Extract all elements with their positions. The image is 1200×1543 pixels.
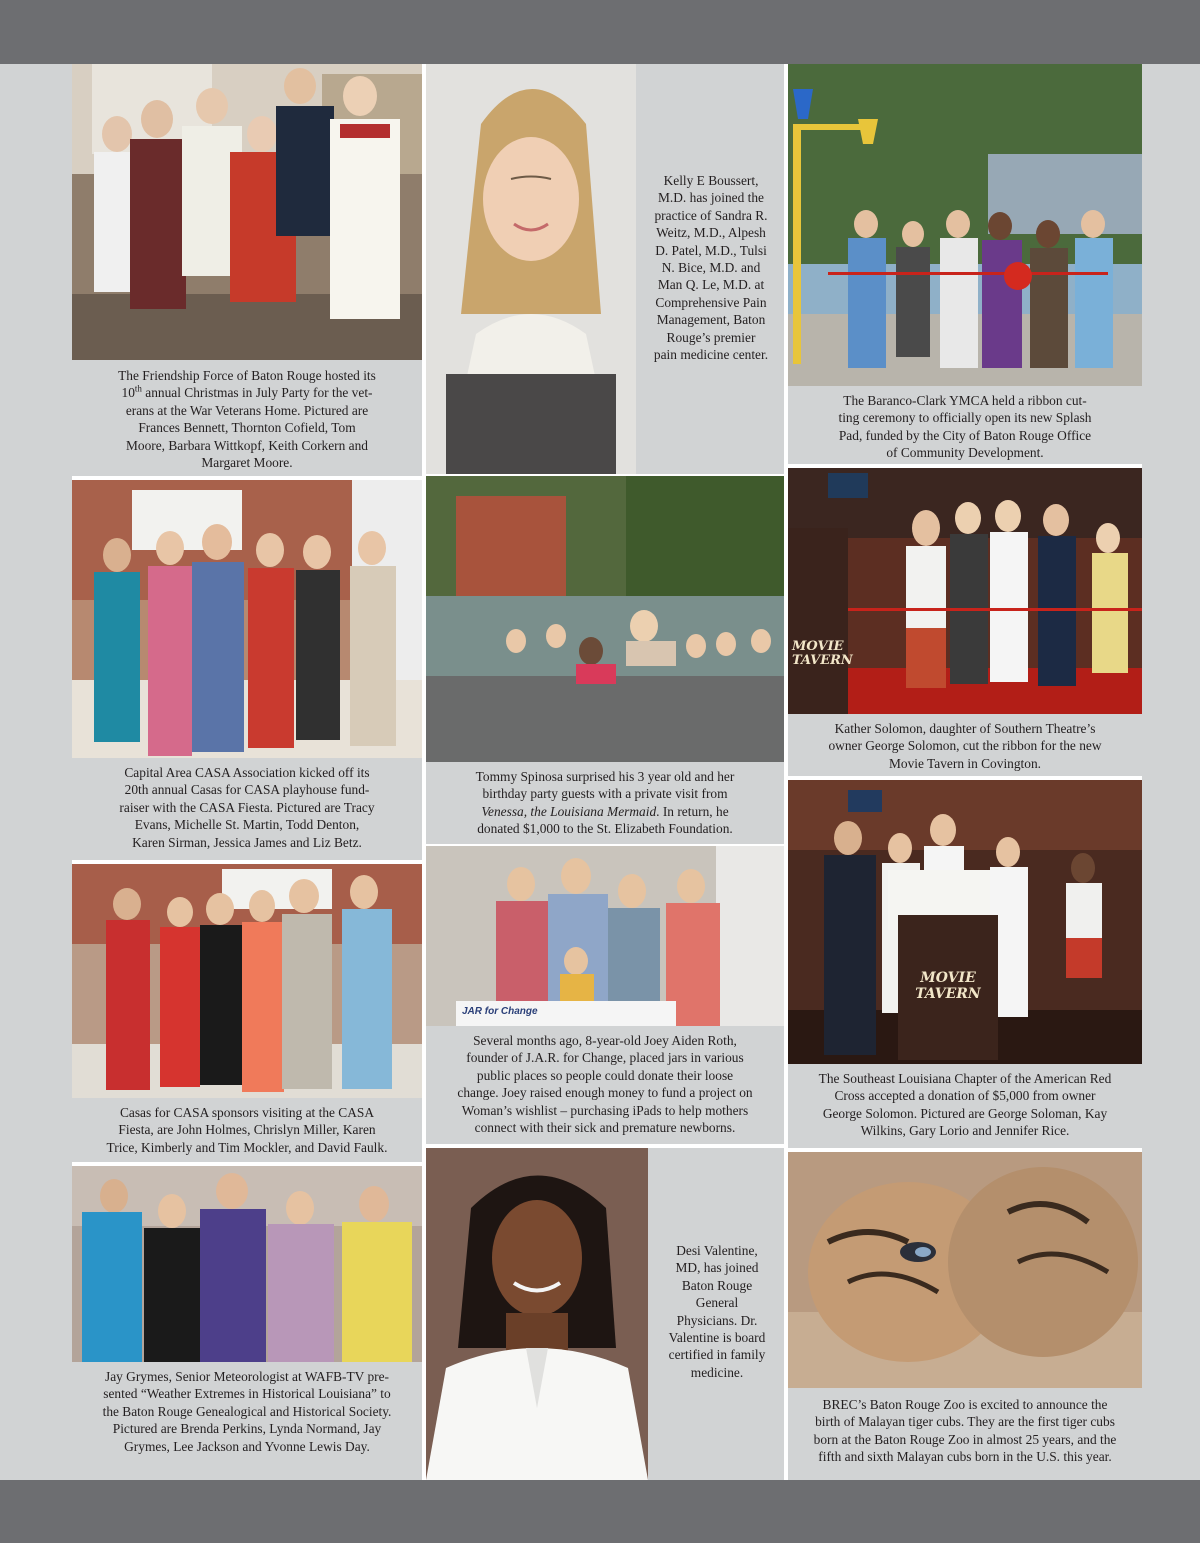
grymes-caption: Jay Grymes, Senior Meteorologist at WAFB-TV pre- sented “Weather Extremes in Historical Louisiana” to the Baton Rouge Genealogical and Historical Society. Pictured are Brenda Perkins, Lynda Normand, Jay Grymes, Lee Jackson and Yvonne Lewis Day. (102, 1369, 392, 1454)
red-cross-caption: The Southeast Louisiana Chapter of the American Red Cross accepted a donation of $5,000 from owner George Solomon. Pictured are George Soloman, Kay Wilkins, Gary Lorio and Jennifer Rice. (818, 1071, 1112, 1139)
jar-panel (426, 846, 784, 1144)
spinosa-panel (426, 476, 784, 844)
red-cross-photo (788, 780, 1142, 1064)
movie-tavern-sign: MOVIE TAVERN (792, 639, 853, 668)
zoo-panel (788, 1152, 1142, 1480)
spinosa-photo (426, 476, 784, 762)
zoo-caption: BREC’s Baton Rouge Zoo is excited to announce the birth of Malayan tiger cubs. They are the first tiger cubs born at the Baton Rouge Zoo in almost 25 years, and the fifth and sixth Malayan cubs born in the U.S. this year. (813, 1397, 1117, 1465)
casa-sponsors-panel (72, 864, 422, 1162)
casa-sponsors-photo (72, 864, 422, 1098)
casa-sponsors-caption: Casas for CASA sponsors visiting at the CASA Fiesta, are John Holmes, Chrislyn Miller, Karen Trice, Kimberly and Tim Mockler, and David Faulk. (106, 1105, 388, 1155)
ymca-caption: The Baranco-Clark YMCA held a ribbon cut- ting ceremony to officially open its new Splash Pad, funded by the City of Baton Rouge Office of Community Development. (838, 393, 1092, 461)
ymca-photo (788, 64, 1142, 386)
casa-fiesta-photo (72, 480, 422, 758)
jar-banner-text: JAR for Change (462, 1006, 538, 1017)
friendship-force-photo (72, 64, 422, 360)
movie-tavern-panel (788, 468, 1142, 776)
friendship-force-caption: The Friendship Force of Baton Rouge hosted its 10th annual Christmas in July Party for the vet- erans at the War Veterans Home. Pictured are Frances Bennett, Thornton Cofield, Tom Moore, Barbara Wittkopf, Keith Corkern and Margaret Moore. (118, 368, 376, 471)
movie-tavern-photo (788, 468, 1142, 714)
spinosa-caption: Tommy Spinosa surprised his 3 year old and her birthday party guests with a private visit from Venessa, the Louisiana Mermaid. In return, he donated $1,000 to the St. Elizabeth Foundation. (475, 769, 735, 837)
right-margin (1142, 64, 1200, 1480)
friendship-force-panel (72, 64, 422, 476)
valentine-caption: Desi Valentine, MD, has joined Baton Rouge General Physicians. Dr. Valentine is board certified in family medicine. (668, 1243, 766, 1380)
bottom-band (0, 1480, 1200, 1543)
podium-sign: MOVIE TAVERN (915, 970, 981, 1002)
top-band (0, 0, 1200, 64)
red-cross-panel (788, 780, 1142, 1148)
grymes-panel (72, 1166, 422, 1480)
grymes-photo (72, 1166, 422, 1362)
jar-photo (426, 846, 784, 1026)
valentine-panel (426, 1148, 784, 1480)
boussert-caption: Kelly E Boussert, M.D. has joined the practice of Sandra R. Weitz, M.D., Alpesh D. Patel, M.D., Tulsi N. Bice, M.D. and Man Q. Le, M.D. at Comprehensive Pain Management, Baton Rouge’s premier pain medicine center. (653, 173, 769, 363)
valentine-photo (426, 1148, 648, 1480)
casa-fiesta-panel (72, 480, 422, 860)
movie-tavern-caption: Kather Solomon, daughter of Southern Theatre’s owner George Solomon, cut the ribbon for the new Movie Tavern in Covington. (828, 721, 1102, 771)
casa-fiesta-caption: Capital Area CASA Association kicked off its 20th annual Casas for CASA playhouse fund- raiser with the CASA Fiesta. Pictured are Tracy Evans, Michelle St. Martin, Todd Denton, Karen Sirman, Jessica James and Liz Betz. (119, 765, 375, 850)
ymca-panel (788, 64, 1142, 464)
boussert-photo (426, 64, 636, 474)
left-margin (0, 64, 72, 1480)
zoo-photo (788, 1152, 1142, 1388)
jar-caption: Several months ago, 8-year-old Joey Aiden Roth, founder of J.A.R. for Change, placed jars in various public places so people could donate their loose change. Joey raised enough money to fund a project on Woman’s wishlist – purchasing iPads to help mothers connect with their sick and premature newborns. (457, 1033, 753, 1136)
boussert-panel (426, 64, 784, 474)
